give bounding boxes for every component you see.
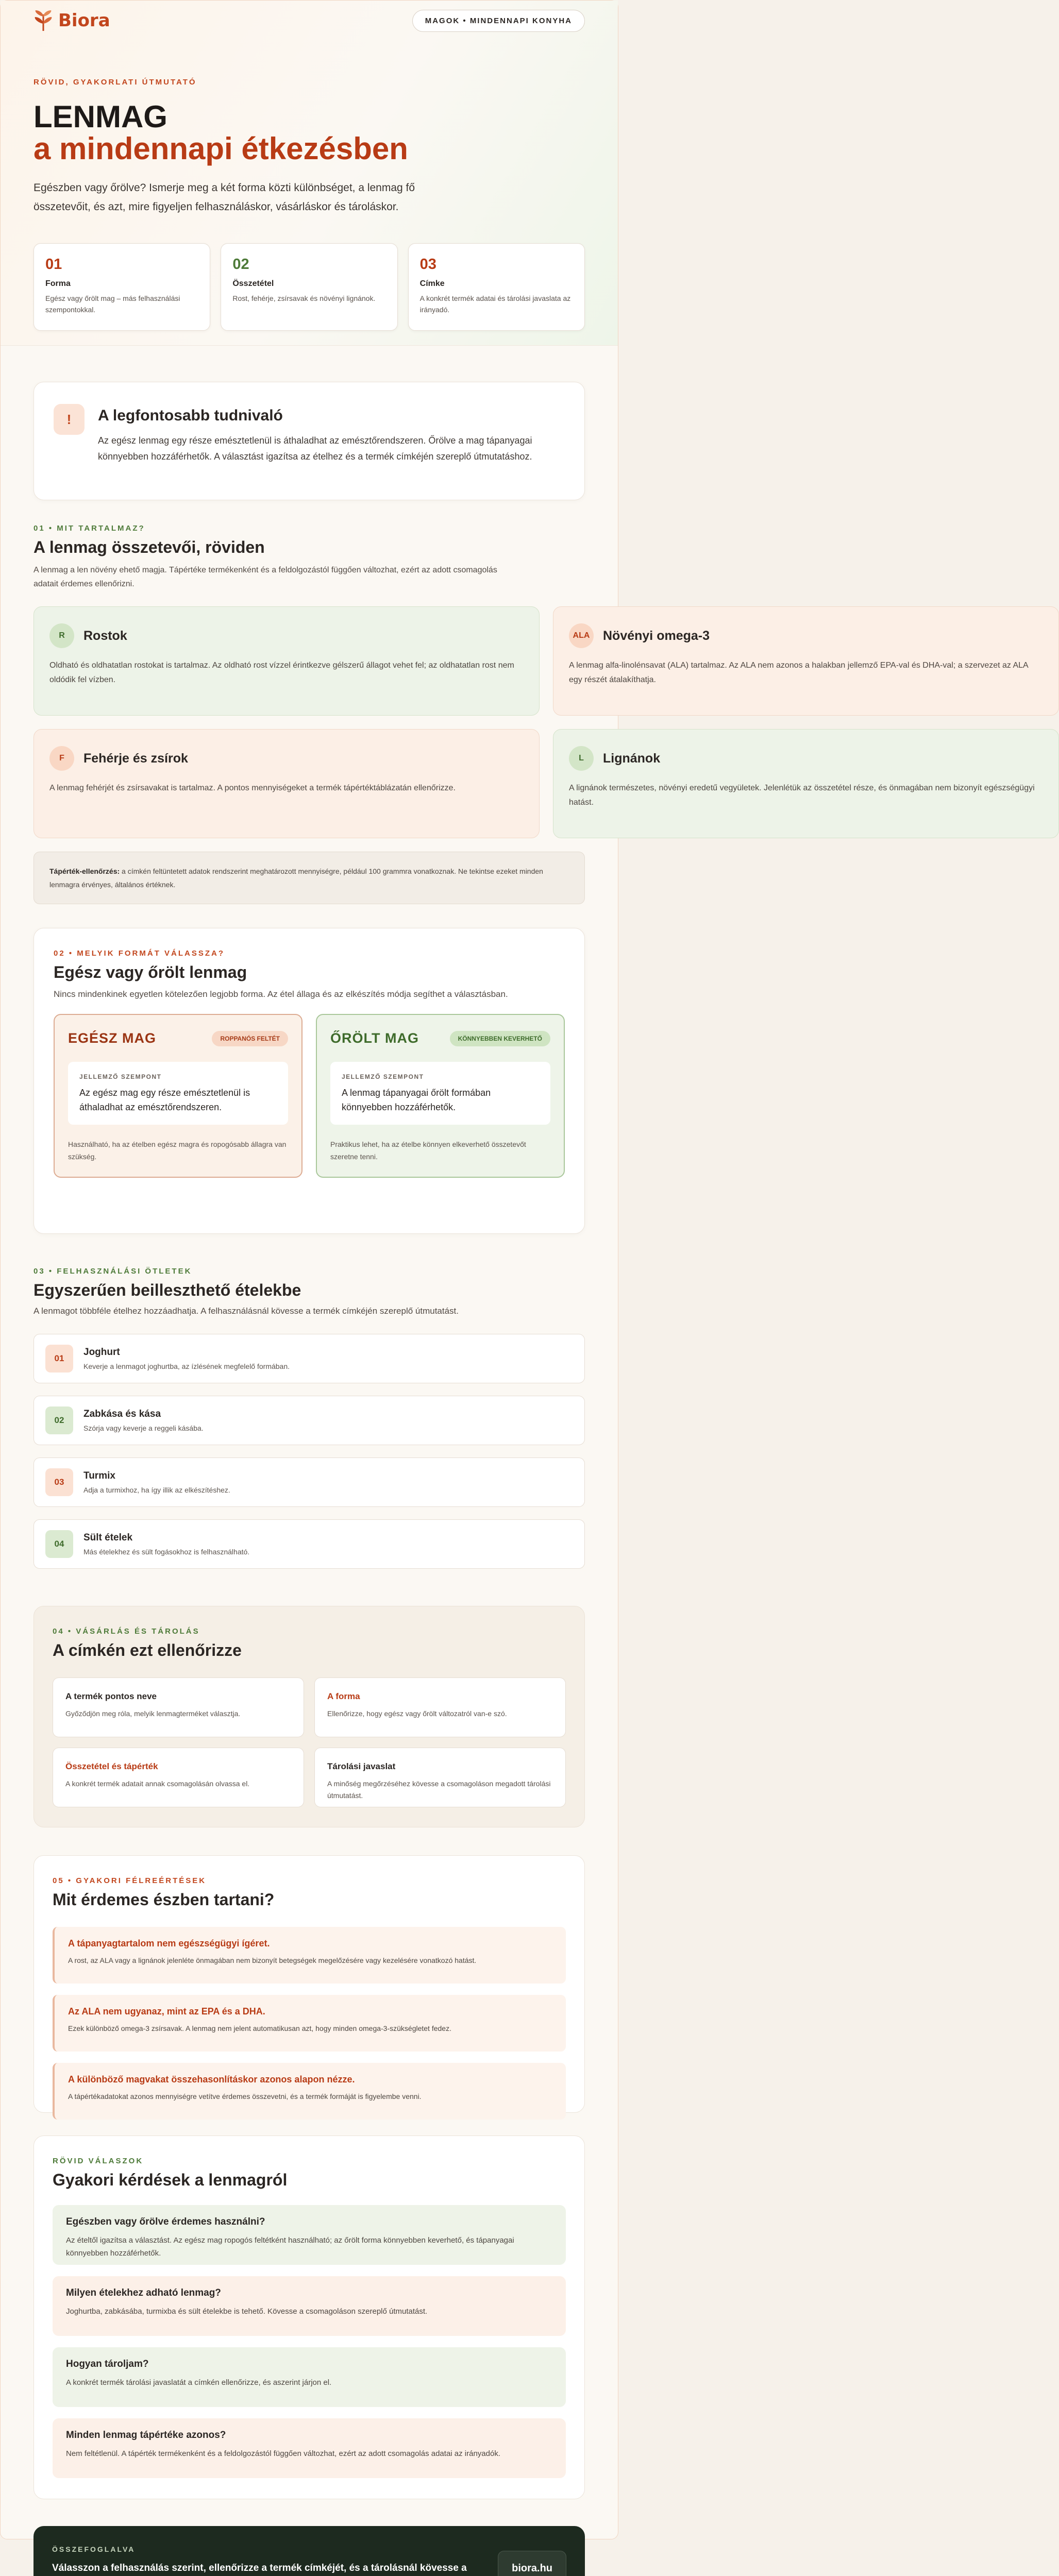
section-title: Egész vagy őrölt lenmag — [54, 963, 565, 982]
summary-banner — [33, 2526, 585, 2576]
check-card — [53, 1677, 304, 1737]
section-eyebrow: 04 • VÁSÁRLÁS ÉS TÁROLÁS — [53, 1627, 566, 1636]
myth-title: Az ALA nem ugyanaz, mint az EPA és a DHA. — [68, 2006, 552, 2017]
check-card — [314, 1677, 566, 1737]
nutrient-title: Növényi omega-3 — [603, 629, 710, 643]
idea-desc: Más ételekhez és sült fogásokhoz is felhasználható. — [83, 1548, 249, 1556]
section-title: Egyszerűen beilleszthető ételekbe — [33, 1281, 585, 1300]
compare-inner — [330, 1062, 550, 1125]
section-eyebrow: 01 • MIT TARTALMAZ? — [33, 524, 585, 533]
top-bar — [1, 1, 618, 78]
nutrient-card — [33, 729, 540, 838]
nutrient-grid — [33, 606, 585, 838]
check-card — [314, 1748, 566, 1807]
nutrition-tip — [33, 852, 585, 904]
list-item — [33, 1458, 585, 1507]
hero-lead: Egészben vagy őrölve? Ismerje meg a két forma közti különbséget, a lenmag fő összetevőit, és azt, mire figyeljen felhasználáskor, vásárláskor és tároláskor. — [33, 178, 472, 216]
hero-content — [1, 78, 618, 331]
section-eyebrow: 05 • GYAKORI FÉLREÉRTÉSEK — [53, 1876, 566, 1885]
page-title-line1: LENMAG — [33, 101, 585, 133]
compare-value: Az egész mag egy része emésztetlenül is áthaladhat az emésztőrendszeren. — [79, 1086, 277, 1114]
leaf-logo-icon — [33, 9, 53, 32]
faq-answer: Nem feltétlenül. A tápérték termékenként és a feldolgozástól függően változhat, ezért az adott csomagolás adatai az irányadók. — [66, 2447, 552, 2460]
summary-eyebrow: ÖSSZEFOGLALVA — [52, 2545, 475, 2553]
idea-title: Zabkása és kása — [83, 1409, 204, 1420]
section-lead: A lenmagot többféle ételhez hozzáadhatja. A felhasználásnál kövesse a termék címkéjén szereplő útmutatást. — [33, 1306, 585, 1316]
hero-card-desc: Rost, fehérje, zsírsavak és növényi lignánok. — [232, 293, 385, 304]
myth-title: A tápanyagtartalom nem egészségügyi ígéret. — [68, 1938, 552, 1949]
idea-title: Sült ételek — [83, 1532, 249, 1544]
hero-card — [221, 243, 397, 331]
compare-pill: KÖNNYEBBEN KEVERHETŐ — [450, 1031, 550, 1046]
tip-text: a címkén feltüntetett adatok rendszerint meghatározott mennyiségre, például 100 grammra vonatkoznak. Ne tekintse ezeket minden lenmagra érvényes, általános értéknek. — [49, 867, 543, 889]
faq-item[interactable] — [53, 2276, 566, 2336]
myth-text: Ezek különböző omega-3 zsírsavak. A lenmag nem jelent automatikusan azt, hogy minden omega-3-szükségletet fedez. — [68, 2024, 552, 2032]
logo[interactable] — [33, 9, 110, 32]
idea-list — [33, 1334, 585, 1569]
faq-question: Hogyan tároljam? — [66, 2359, 552, 2370]
nutrient-card — [553, 606, 1059, 716]
hero-card-title: Címke — [420, 279, 573, 289]
idea-desc: Adja a turmixhoz, ha így illik az elkészítéshez. — [83, 1486, 230, 1494]
summary-text: Válasszon a felhasználás szerint, ellenőrizze a termék címkéjét, és a tárolásnál kövesse a — [52, 2561, 475, 2576]
idea-number: 02 — [45, 1406, 73, 1434]
myth-item — [53, 2063, 566, 2120]
notice-title: A legfontosabb tudnivaló — [98, 407, 536, 425]
myth-list — [53, 1927, 566, 2120]
idea-number: 01 — [45, 1345, 73, 1372]
section-title: Gyakori kérdések a lenmagról — [53, 2171, 566, 2190]
ground-seed-card — [316, 1014, 565, 1178]
myth-item — [53, 1927, 566, 1984]
hero-section — [1, 1, 618, 346]
section-lead: A lenmag a len növény ehető magja. Tápértéke termékenként és a feldolgozástól függően változhat, ezért az adott csomagolás adatait érdemes ellenőrizni. — [33, 563, 508, 591]
list-item — [33, 1396, 585, 1445]
faq-item[interactable] — [53, 2205, 566, 2265]
hero-card-number: 01 — [45, 256, 198, 273]
compare-label: JELLEMZŐ SZEMPONT — [342, 1073, 539, 1080]
main-content — [1, 346, 618, 2576]
compare-inner — [68, 1062, 288, 1125]
tip-label: Tápérték-ellenőrzés: — [49, 867, 120, 875]
check-text: Ellenőrizze, hogy egész vagy őrölt változatról van-e szó. — [327, 1708, 553, 1720]
check-title: A forma — [327, 1691, 553, 1702]
compare-title: EGÉSZ MAG — [68, 1030, 156, 1046]
whole-seed-card — [54, 1014, 302, 1178]
nutrient-title: Fehérje és zsírok — [83, 751, 188, 766]
alert-icon: ! — [54, 404, 85, 435]
section-title: A címkén ezt ellenőrizze — [53, 1641, 566, 1660]
page-title-line2: a mindennapi étkezésben — [33, 133, 585, 165]
check-text: A konkrét termék adatait annak csomagolásán olvassa el. — [65, 1778, 291, 1790]
section-eyebrow: RÖVID VÁLASZOK — [53, 2157, 566, 2165]
compare-pill: ROPPANÓS FELTÉT — [212, 1031, 288, 1046]
idea-title: Turmix — [83, 1470, 230, 1482]
faq-question: Minden lenmag tápértéke azonos? — [66, 2430, 552, 2441]
myth-text: A tápértékadatokat azonos mennyiségre vetítve érdemes összevetni, és a termék formáját is figyelembe venni. — [68, 2092, 552, 2100]
compare-note: Használható, ha az ételben egész magra és ropogósabb állagra van szükség. — [68, 1138, 288, 1163]
faq-list — [53, 2205, 566, 2478]
section-title: A lenmag összetevői, röviden — [33, 538, 585, 557]
hero-cards — [33, 243, 585, 331]
section-lead: Nincs mindenkinek egyetlen kötelezően legjobb forma. Az étel állaga és az elkészítés módja segíthet a választásban. — [54, 989, 565, 999]
myth-text: A rost, az ALA vagy a lignánok jelenléte önmagában nem bizonyít betegségek megelőzésére vagy kezelésére vonatkozó hatást. — [68, 1956, 552, 1964]
nutrient-text: Oldható és oldhatatlan rostokat is tartalmaz. Az oldható rost vízzel érintkezve gélszerű állagot vehet fel; az oldhatatlan rost nem oldódik fel vízben. — [49, 658, 524, 687]
nutrient-badge: F — [49, 746, 74, 771]
nutrients-section — [33, 524, 585, 904]
nutrient-text: A lignánok természetes, növényi eredetű vegyületek. Jelenlétük az összetétel része, és önmagában nem bizonyít egészségügyi hatást. — [569, 781, 1043, 810]
myth-title: A különböző magvakat összehasonlításkor azonos alapon nézze. — [68, 2074, 552, 2085]
faq-answer: Joghurtba, zabkásába, turmixba és sült ételekbe is tehető. Kövesse a csomagoláson szereplő útmutatást. — [66, 2305, 552, 2318]
idea-number: 03 — [45, 1468, 73, 1496]
category-pill[interactable]: MAGOK • MINDENNAPI KONYHA — [412, 10, 585, 32]
idea-number: 04 — [45, 1530, 73, 1558]
hero-card-desc: Egész vagy őrölt mag – más felhasználási szempontokkal. — [45, 293, 198, 315]
compare-section — [33, 928, 585, 1234]
list-item — [33, 1334, 585, 1383]
section-title: Mit érdemes észben tartani? — [53, 1890, 566, 1909]
hero-card-title: Összetétel — [232, 279, 385, 289]
hero-card — [33, 243, 210, 331]
page-title — [33, 101, 585, 165]
faq-question: Egészben vagy őrölve érdemes használni? — [66, 2216, 552, 2228]
nutrient-badge: R — [49, 623, 74, 648]
list-item — [33, 1519, 585, 1569]
nutrient-card — [553, 729, 1059, 838]
section-eyebrow: 03 • FELHASZNÁLÁSI ÖTLETEK — [33, 1267, 585, 1276]
ideas-section — [33, 1267, 585, 1569]
check-title: Tárolási javaslat — [327, 1761, 553, 1772]
nutrient-text: A lenmag fehérjét és zsírsavakat is tartalmaz. A pontos mennyiségeket a termék tápértéktáblázatán ellenőrizze. — [49, 781, 524, 795]
brand-name: Biora — [58, 10, 110, 31]
idea-desc: Keverje a lenmagot joghurtba, az ízlésének megfelelő formában. — [83, 1362, 290, 1370]
section-eyebrow: 02 • MELYIK FORMÁT VÁLASSZA? — [54, 949, 565, 958]
nutrient-text: A lenmag alfa-linolénsavat (ALA) tartalmaz. Az ALA nem azonos a halakban jellemző EPA-val és DHA-val; a szervezet az ALA egy részét átalakíthatja. — [569, 658, 1043, 687]
hero-card-desc: A konkrét termék adatai és tárolási javaslata az irányadó. — [420, 293, 573, 315]
faq-answer: Az ételtől igazítsa a választást. Az egész mag ropogós feltétként használható; az őrölt forma könnyebben keverhető, és tápanyagai könnyebben hozzáférhetők. — [66, 2234, 552, 2260]
nutrient-card — [33, 606, 540, 716]
nutrient-title: Lignánok — [603, 751, 660, 766]
faq-question: Milyen ételekhez adható lenmag? — [66, 2287, 552, 2299]
nutrient-badge: ALA — [569, 623, 594, 648]
compare-title: ŐRÖLT MAG — [330, 1030, 419, 1046]
nutrient-title: Rostok — [83, 629, 127, 643]
label-check-grid — [53, 1677, 566, 1807]
faq-item[interactable] — [53, 2347, 566, 2407]
compare-label: JELLEMZŐ SZEMPONT — [79, 1073, 277, 1080]
check-title: Összetétel és tápérték — [65, 1761, 291, 1772]
myths-section — [33, 1855, 585, 2113]
nutrient-badge: L — [569, 746, 594, 771]
notice-text: Az egész lenmag egy része emésztetlenül is áthaladhat az emésztőrendszeren. Őrölve a mag tápanyagai könnyebben hozzáférhetők. A választást igazítsa az ételhez és a termék címkéjén szereplő útmutatáshoz. — [98, 433, 536, 465]
faq-answer: A konkrét termék tárolási javaslatát a címkén ellenőrizze, és aszerint járjon el. — [66, 2376, 552, 2389]
hero-card-number: 03 — [420, 256, 573, 273]
check-text: A minőség megőrzéséhez kövesse a csomagoláson megadott tárolási útmutatást. — [327, 1778, 553, 1802]
hero-eyebrow: RÖVID, GYAKORLATI ÚTMUTATÓ — [33, 78, 585, 87]
faq-item[interactable] — [53, 2418, 566, 2478]
compare-note: Praktikus lehet, ha az ételbe könnyen elkeverhető összetevőt szeretne tenni. — [330, 1138, 550, 1163]
check-card — [53, 1748, 304, 1807]
hero-card-number: 02 — [232, 256, 385, 273]
faq-section — [33, 2136, 585, 2499]
compare-grid — [54, 1014, 565, 1178]
myth-item — [53, 1995, 566, 2052]
site-link-button[interactable]: biora.hu — [498, 2551, 566, 2576]
idea-desc: Szórja vagy keverje a reggeli kásába. — [83, 1424, 204, 1432]
key-notice — [33, 382, 585, 500]
idea-title: Joghurt — [83, 1347, 290, 1358]
compare-value: A lenmag tápanyagai őrölt formában könnyebben hozzáférhetők. — [342, 1086, 539, 1114]
check-text: Győződjön meg róla, melyik lenmagterméket választja. — [65, 1708, 291, 1720]
shopping-section — [33, 1606, 585, 1827]
check-title: A termék pontos neve — [65, 1691, 291, 1702]
hero-card — [408, 243, 585, 331]
hero-card-title: Forma — [45, 279, 198, 289]
